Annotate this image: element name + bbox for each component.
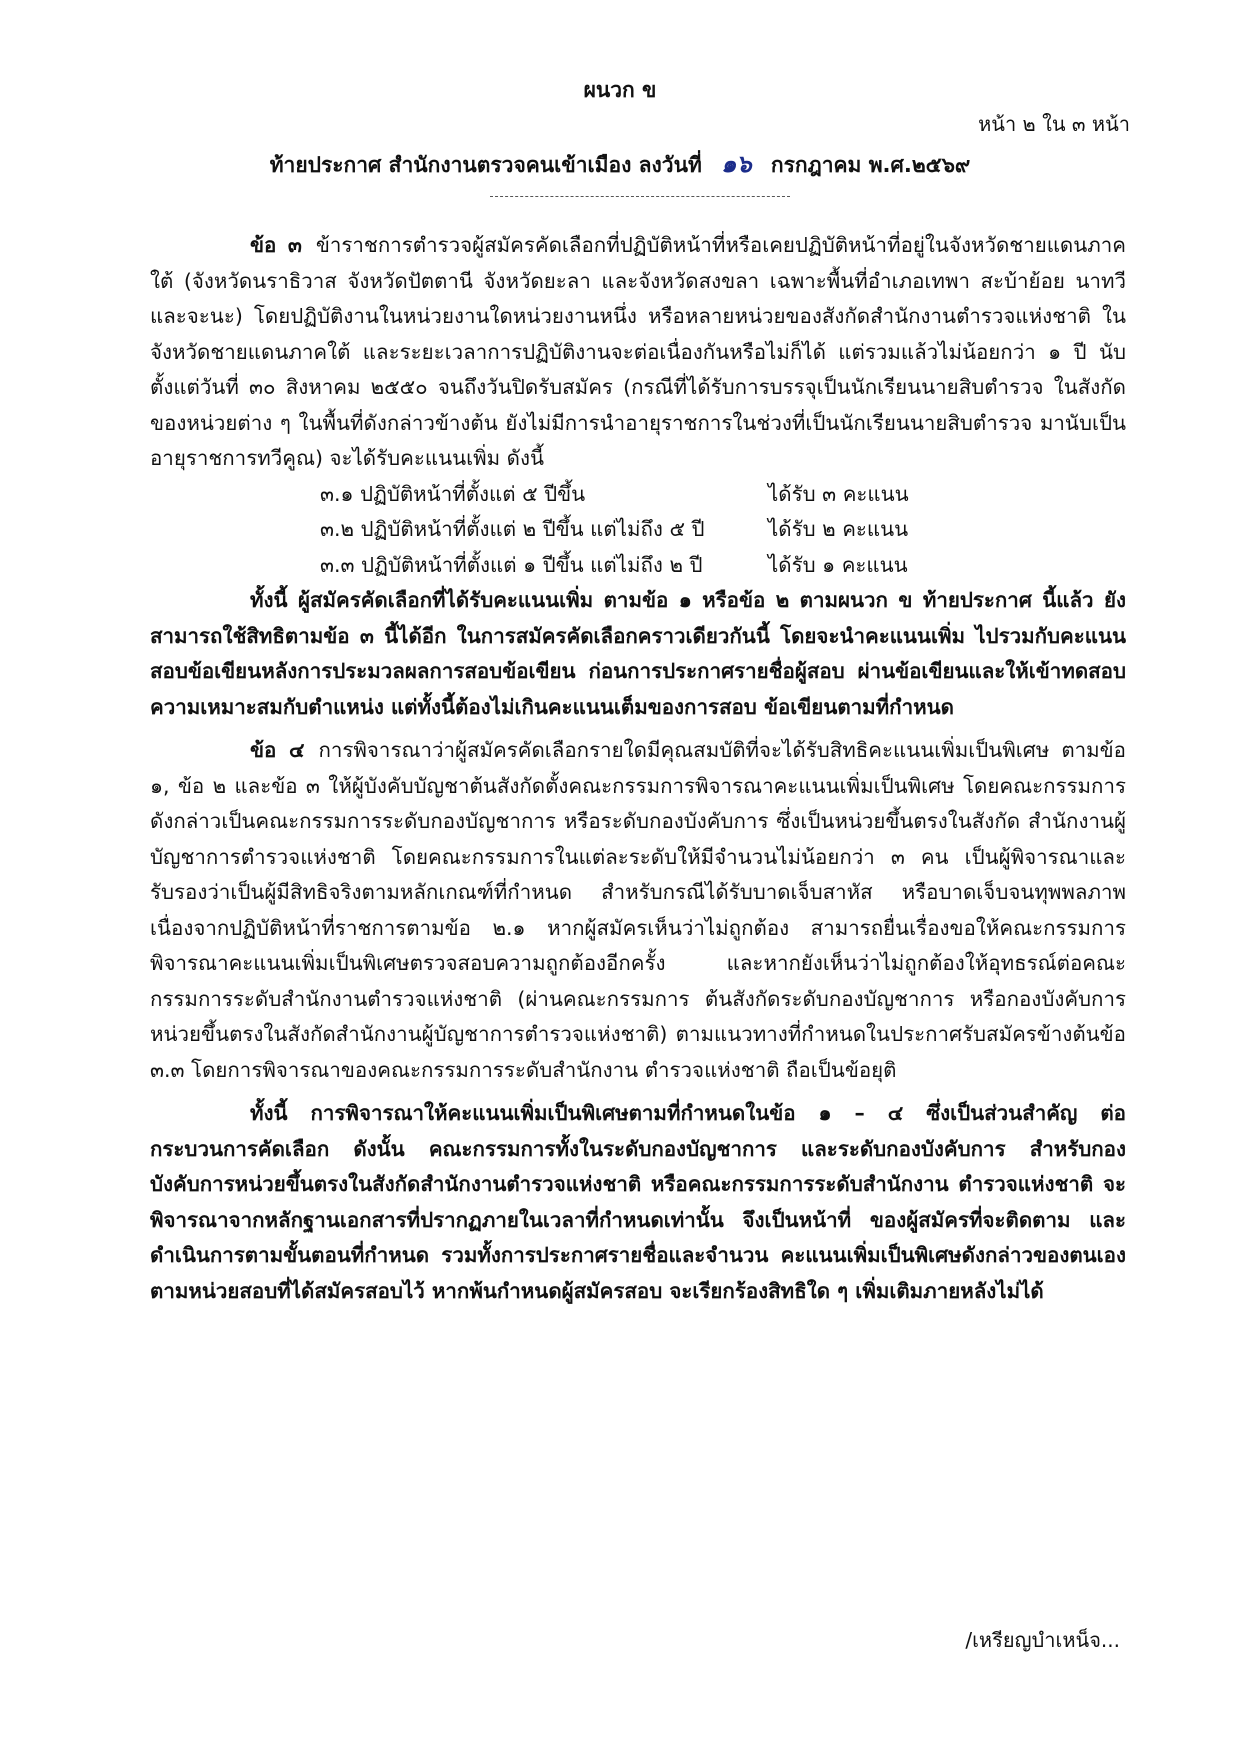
spacer — [150, 1088, 1126, 1096]
article-3-paragraph — [150, 228, 1126, 477]
list-item — [150, 548, 1126, 584]
page-number: หน้า ๒ ใน ๓ หน้า — [978, 112, 1130, 136]
item-text: ๓.๒ ปฏิบัติหน้าที่ตั้งแต่ ๒ ปีขึ้น แต่ไม่ถึง ๕ ปี — [320, 517, 705, 541]
article-3-note: ทั้งนี้ ผู้สมัครคัดเลือกที่ได้รับคะแนนเพิ่ม ตามข้อ ๑ หรือข้อ ๒ ตามผนวก ข ท้ายประกาศ นี้แล้ว ยังสามารถใช้สิทธิตามข้อ ๓ นี้ได้อีก ในการสมัครคัดเลือกคราวเดียวกันนี้ โดยจะนำคะแนนเพิ่ม ไปรวมกับคะแนนสอบข้อเขียนหลังการประมวลผลการสอบข้อเขียน ก่อนการประกาศรายชื่อผู้สอบ ผ่านข้อเขียนและให้เข้าทดสอบความเหมาะสมกับตำแหน่ง แต่ทั้งนี้ต้องไม่เกินคะแนนเต็มของการสอบ ข้อเขียนตามที่กำหนด — [150, 588, 1126, 719]
announcement-subtitle — [0, 144, 1240, 183]
list-item — [150, 477, 1126, 513]
spacer — [150, 725, 1126, 733]
item-score: ได้รับ ๒ คะแนน — [768, 517, 909, 541]
subtitle-date: กรกฎาคม พ.ศ.๒๕๖๙ — [770, 153, 971, 177]
list-item — [150, 512, 1126, 548]
article-3-text: ข้าราชการตำรวจผู้สมัครคัดเลือกที่ปฏิบัติหน้าที่หรือเคยปฏิบัติหน้าที่อยู่ในจังหวัดชายแดนภาคใต้ (จังหวัดนราธิวาส จังหวัดปัตตานี จังหวัดยะลา และจังหวัดสงขลา เฉพาะพื้นที่อำเภอเทพา สะบ้าย้อย นาทวี และจะนะ) โดยปฏิบัติงานในหน่วยงานใดหน่วยงานหนึ่ง หรือหลายหน่วยของสังกัดสำนักงานตำรวจแห่งชาติ ในจังหวัดชายแดนภาคใต้ และระยะเวลาการปฏิบัติงานจะต่อเนื่องกันหรือไม่ก็ได้ แต่รวมแล้วไม่น้อยกว่า ๑ ปี นับตั้งแต่วันที่ ๓๐ สิงหาคม ๒๕๕๐ จนถึงวันปิดรับสมัคร (กรณีที่ได้รับการบรรจุเป็นนักเรียนนายสิบตำรวจ ในสังกัดของหน่วยต่าง ๆ ในพื้นที่ดังกล่าวข้างต้น ยังไม่มีการนำอายุราชการในช่วงที่เป็นนักเรียนนายสิบตำรวจ มานับเป็นอายุราชการทวีคูณ) จะได้รับคะแนนเพิ่ม ดังนี้ — [150, 233, 1126, 470]
item-score: ได้รับ ๓ คะแนน — [768, 481, 909, 506]
article-3-items — [150, 477, 1126, 584]
document-body — [150, 228, 1126, 1309]
article-4-paragraph — [150, 733, 1126, 1088]
item-text: ๓.๑ ปฏิบัติหน้าที่ตั้งแต่ ๕ ปีขึ้น — [320, 481, 586, 506]
annex-title: ผนวก ข — [583, 78, 657, 102]
item-score: ได้รับ ๑ คะแนน — [768, 552, 908, 577]
article-4-number: ข้อ ๔ — [250, 738, 305, 762]
article-4-text: การพิจารณาว่าผู้สมัครคัดเลือกรายใดมีคุณสมบัติที่จะได้รับสิทธิคะแนนเพิ่มเป็นพิเศษ ตามข้อ ๑, ข้อ ๒ และข้อ ๓ ให้ผู้บังคับบัญชาต้นสังกัดตั้งคณะกรรมการพิจารณาคะแนนเพิ่มเป็นพิเศษ โดยคณะกรรมการ ดังกล่าวเป็นคณะกรรมการระดับกองบัญชาการ หรือระดับกองบังคับการ ซึ่งเป็นหน่วยขึ้นตรงในสังกัด สำนักงานผู้บัญชาการตำรวจแห่งชาติ โดยคณะกรรมการในแต่ละระดับให้มีจำนวนไม่น้อยกว่า ๓ คน เป็นผู้พิจารณาและรับรองว่าเป็นผู้มีสิทธิจริงตามหลักเกณฑ์ที่กำหนด สำหรับกรณีได้รับบาดเจ็บสาหัส หรือบาดเจ็บจนทุพพลภาพ เนื่องจากปฏิบัติหน้าที่ราชการตามข้อ ๒.๑ หากผู้สมัครเห็นว่าไม่ถูกต้อง สามารถยื่นเรื่องขอให้คณะกรรมการพิจารณาคะแนนเพิ่มเป็นพิเศษตรวจสอบความถูกต้องอีกครั้ง และหากยังเห็นว่าไม่ถูกต้องให้อุทธรณ์ต่อคณะกรรมการระดับสำนักงานตำรวจแห่งชาติ (ผ่านคณะกรรมการ ต้นสังกัดระดับกองบัญชาการ หรือกองบังคับการหน่วยขึ้นตรงในสังกัดสำนักงานผู้บัญชาการตำรวจแห่งชาติ) ตามแนวทางที่กำหนดในประกาศรับสมัครข้างต้นข้อ ๓.๓ โดยการพิจารณาของคณะกรรมการระดับสำนักงาน ตำรวจแห่งชาติ ถือเป็นข้อยุติ — [150, 738, 1126, 1082]
handwritten-day: ๑๖ — [721, 150, 752, 178]
separator-line — [490, 196, 790, 197]
item-text: ๓.๓ ปฏิบัติหน้าที่ตั้งแต่ ๑ ปีขึ้น แต่ไม่ถึง ๒ ปี — [320, 552, 703, 577]
closing-paragraph: ทั้งนี้ การพิจารณาให้คะแนนเพิ่มเป็นพิเศษตามที่กำหนดในข้อ ๑ – ๔ ซึ่งเป็นส่วนสำคัญ ต่อกระบวนการคัดเลือก ดังนั้น คณะกรรมการทั้งในระดับกองบัญชาการ และระดับกองบังคับการ สำหรับกองบังคับการหน่วยขึ้นตรงในสังกัดสำนักงานตำรวจแห่งชาติ หรือคณะกรรมการระดับสำนักงาน ตำรวจแห่งชาติ จะพิจารณาจากหลักฐานเอกสารที่ปรากฏภายในเวลาที่กำหนดเท่านั้น จึงเป็นหน้าที่ ของผู้สมัครที่จะติดตาม และดำเนินการตามขั้นตอนที่กำหนด รวมทั้งการประกาศรายชื่อและจำนวน คะแนนเพิ่มเป็นพิเศษดังกล่าวของตนเองตามหน่วยสอบที่ได้สมัครสอบไว้ หากพ้นกำหนดผู้สมัครสอบ จะเรียกร้องสิทธิใด ๆ เพิ่มเติมภายหลังไม่ได้ — [150, 1101, 1126, 1303]
subtitle-text: ท้ายประกาศ สำนักงานตรวจคนเข้าเมือง ลงวันที่ — [269, 153, 702, 177]
continuation-note: /เหรียญบำเหน็จ... — [965, 1628, 1120, 1652]
article-3-number: ข้อ ๓ — [250, 233, 302, 257]
